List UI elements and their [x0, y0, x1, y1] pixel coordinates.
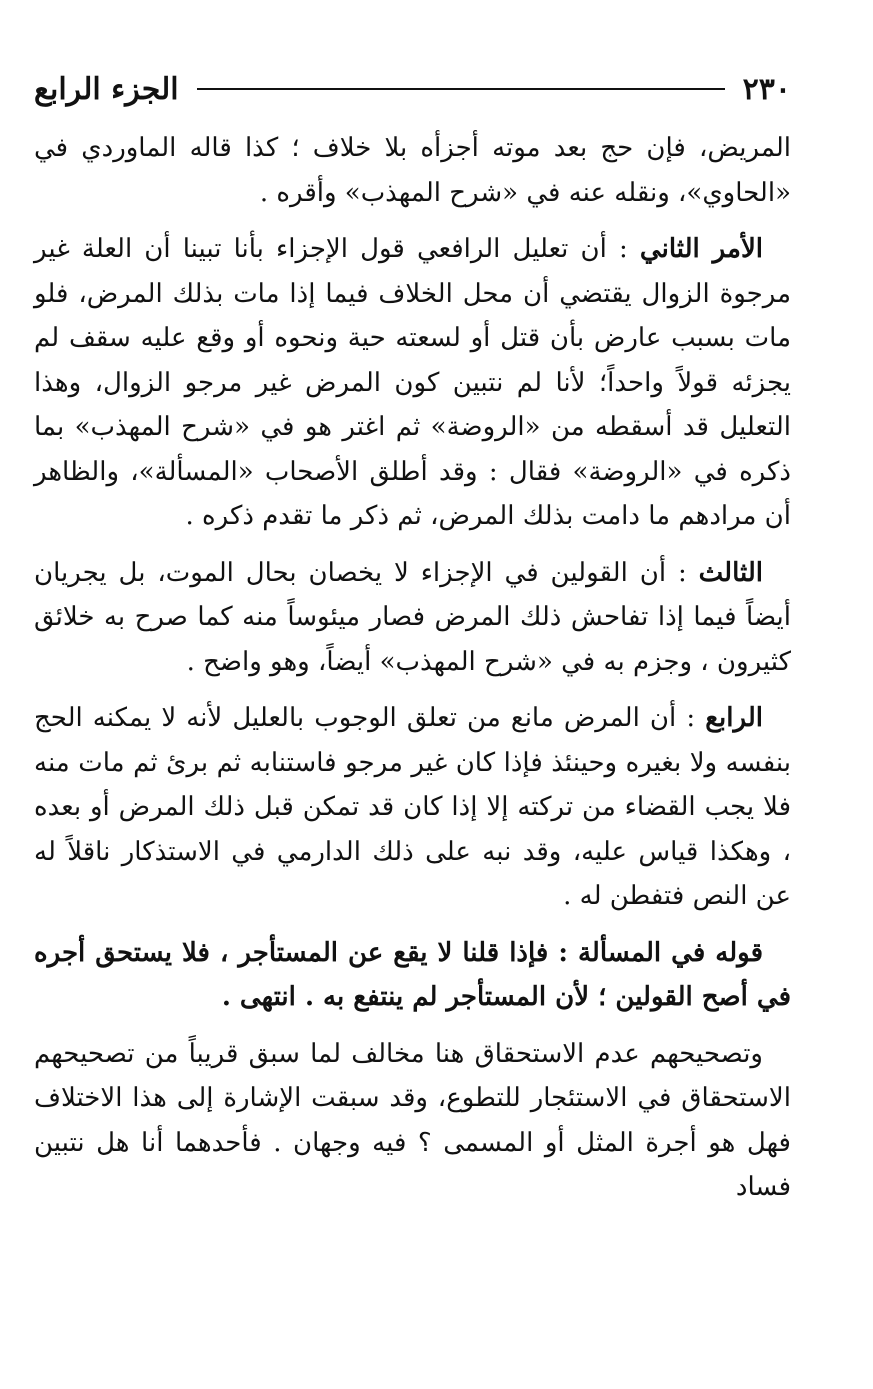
paragraph-third-matter — [34, 551, 791, 685]
paragraph-text: : أن تعليل الرافعي قول الإجزاء بأنا تبينا أن العلة غير مرجوة الزوال يقتضي أن محل الخلاف فيما إذا مات بذلك المرض، فلو مات بسبب عارض بأن قتل أو لسعته حية ونحوه أو وقع عليه سقف لم يجزئه قولاً واحداً؛ لأنا لم نتبين كون المرض غير مرجو الزوال، وهذا التعليل قد أسقطه من «الروضة» ثم اغتر هو في «شرح المهذب» بما ذكره في «الروضة» فقال : وقد أطلق الأصحاب «المسألة»، والظاهر أن مرادهم ما دامت بذلك المرض، ثم ذكر ما تقدم ذكره . — [34, 234, 792, 531]
page-header — [34, 64, 791, 114]
paragraph-text: : أن المرض مانع من تعلق الوجوب بالعليل لأنه لا يمكنه الحج بنفسه ولا بغيره وحينئذ فإذا كان غير مرجو فاستنابه ثم برئ ثم مات منه فلا يجب القضاء من تركته إلا إذا كان قد تمكن قبل ذلك المرض أو بعده ، وهكذا قياس عليه، وقد نبه على ذلك الدارمي في الاستذكار ناقلاً له عن النص فتفطن له . — [34, 703, 791, 911]
paragraph-text: قوله في المسألة : فإذا قلنا لا يقع عن المستأجر ، فلا يستحق أجره في أصح القولين ؛ لأن المستأجر لم ينتفع به . انتهى . — [34, 937, 791, 1012]
paragraph-second-matter — [34, 227, 791, 539]
paragraph-lead: الثالث — [698, 557, 763, 588]
paragraph-continuation — [34, 126, 791, 215]
header-rule — [197, 88, 725, 90]
paragraph-lead: الرابع — [705, 703, 763, 733]
page-number: ٢٣٠ — [742, 71, 791, 107]
paragraph-lead: الأمر الثاني — [639, 234, 763, 264]
paragraph-text: المريض، فإن حج بعد موته أجزأه بلا خلاف ؛ كذا قاله الماوردي في «الحاوي»، ونقله عنه في «شرح المهذب» وأقره . — [34, 133, 791, 208]
paragraph-text: وتصحيحهم عدم الاستحقاق هنا مخالف لما سبق قريباً من تصحيحهم الاستحقاق في الاستئجار للتطوع، وقد سبقت الإشارة إلى هذا الاختلاف فهل هو أجرة المثل أو المسمى ؟ فيه وجهان . فأحدهما أنا هل نتبين فساد — [34, 1038, 791, 1202]
paragraph-text: : أن القولين في الإجزاء لا يخصان بحال الموت، بل يجريان أيضاً فيما إذا تفاحش ذلك المرض فصار ميئوساً منه كما صرح به خلائق كثيرون ، وجزم به في «شرح المهذب» أيضاً، وهو واضح . — [34, 557, 791, 677]
running-title: الجزء الرابع — [34, 71, 179, 107]
paragraph-commentary — [34, 1032, 791, 1210]
paragraph-quoted-statement — [34, 931, 791, 1020]
paragraph-fourth-matter — [34, 696, 791, 919]
page-body — [34, 126, 791, 1222]
